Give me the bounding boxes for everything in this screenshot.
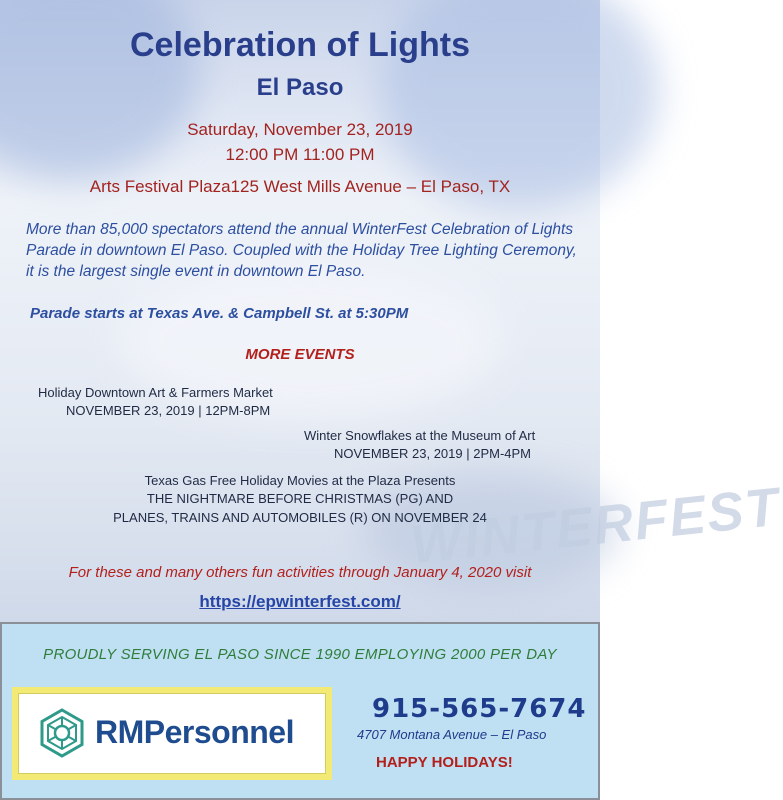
event-item-name: Texas Gas Free Holiday Movies at the Plaza Presents bbox=[144, 473, 456, 488]
event-item-name: Holiday Downtown Art & Farmers Market bbox=[38, 385, 273, 400]
more-events-heading: MORE EVENTS bbox=[245, 346, 355, 363]
event-description: More than 85,000 spectators attend the annual WinterFest Celebration of Lights Parade in downtown El Paso. Coupled with the Holiday Tree Lighting Ceremony, it is the largest single event in downtown El Paso. bbox=[26, 221, 577, 280]
sponsor-tagline: PROUDLY SERVING EL PASO SINCE 1990 EMPLOYING 2000 PER DAY bbox=[43, 646, 557, 663]
website-link[interactable]: https://epwinterfest.com/ bbox=[199, 592, 401, 611]
event-item-when: NOVEMBER 23, 2019 | 2PM-4PM bbox=[334, 446, 532, 461]
page-title: Celebration of Lights bbox=[130, 26, 470, 64]
event-time: 12:00 PM 11:00 PM bbox=[225, 145, 375, 164]
event-item-name: Winter Snowflakes at the Museum of Art bbox=[304, 428, 536, 443]
event-date: Saturday, November 23, 2019 bbox=[187, 120, 413, 139]
winterfest-banner-text: WINTERFEST bbox=[407, 476, 783, 576]
sponsor-ad bbox=[0, 622, 600, 800]
sponsor-logo-frame bbox=[12, 687, 332, 780]
closing-text: For these and many others fun activities through January 4, 2020 visit bbox=[68, 564, 532, 581]
parade-note: Parade starts at Texas Ave. & Campbell St. at 5:30PM bbox=[30, 305, 409, 322]
holiday-greeting: HAPPY HOLIDAYS! bbox=[376, 754, 513, 771]
event-venue: Arts Festival Plaza125 West Mills Avenue – El Paso, TX bbox=[89, 177, 511, 196]
event-item-detail: PLANES, TRAINS AND AUTOMOBILES (R) ON NOVEMBER 24 bbox=[113, 510, 487, 525]
event-item-when: NOVEMBER 23, 2019 | 12PM-8PM bbox=[66, 403, 271, 418]
sponsor-address: 4707 Montana Avenue – El Paso bbox=[357, 727, 547, 742]
hexagon-logo-icon bbox=[37, 708, 87, 758]
event-item-detail: THE NIGHTMARE BEFORE CHRISTMAS (PG) AND bbox=[146, 491, 454, 506]
sponsor-logo-text: RMPersonnel bbox=[95, 714, 294, 750]
sponsor-phone[interactable]: 915-565-7674 bbox=[372, 694, 587, 724]
page-subtitle: El Paso bbox=[256, 74, 344, 101]
sponsor-logo bbox=[18, 693, 326, 774]
